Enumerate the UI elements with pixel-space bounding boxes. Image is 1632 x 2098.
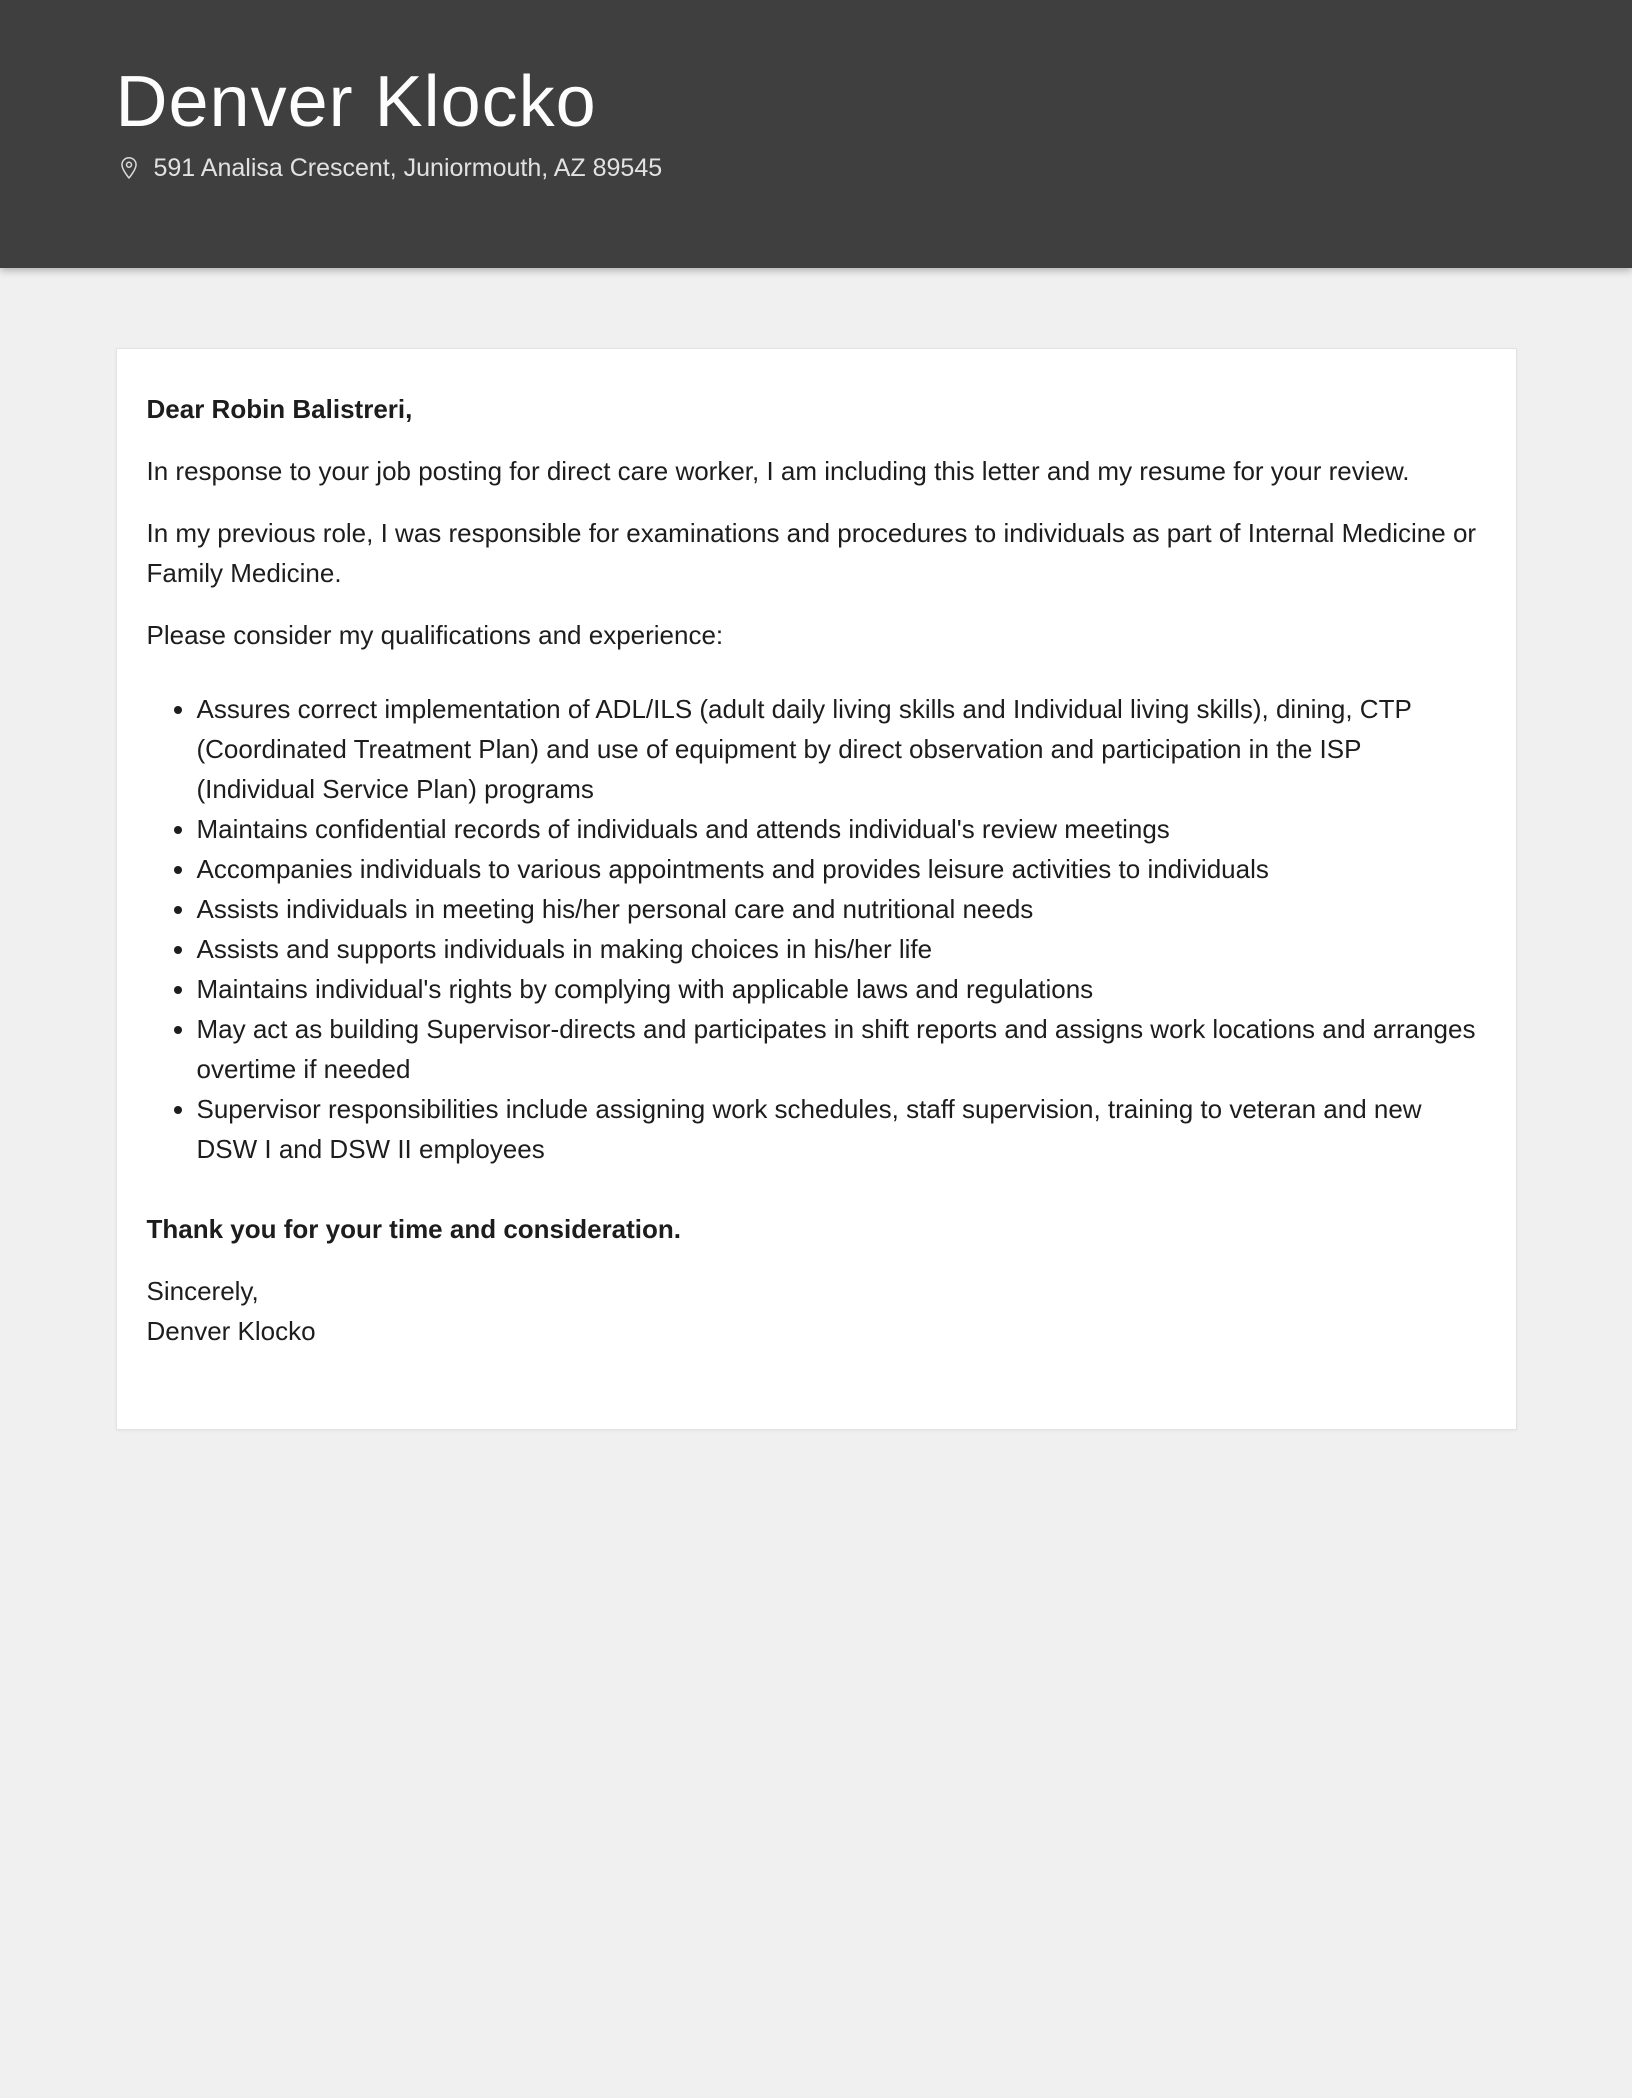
candidate-name: Denver Klocko bbox=[115, 62, 597, 142]
cover-letter-card bbox=[116, 348, 1517, 1430]
qualification-item: • May act as building Supervisor-directs and participates in shift reports and assigns work locations and arranges overtime if needed bbox=[197, 1009, 1486, 1089]
closing: Sincerely, bbox=[146, 1276, 259, 1306]
paragraph-consider: Please consider my qualifications and experience: bbox=[146, 620, 724, 650]
thanks-line: Thank you for your time and consideration. bbox=[146, 1214, 682, 1244]
qualification-item: • Accompanies individuals to various appointments and provides leisure activities to individuals bbox=[197, 849, 1486, 889]
address-row bbox=[116, 154, 1517, 182]
signature: Denver Klocko bbox=[146, 1316, 316, 1346]
paragraph-previous-role: In my previous role, I was responsible for examinations and procedures to individuals as part of Internal Medicine or Family Medicine. bbox=[146, 518, 1477, 588]
header bbox=[0, 0, 1632, 268]
candidate-address: 591 Analisa Crescent, Juniormouth, AZ 89545 bbox=[153, 154, 663, 182]
qualification-item: • Maintains individual's rights by complying with applicable laws and regulations bbox=[197, 969, 1486, 1009]
qualification-item: • Assists individuals in meeting his/her personal care and nutritional needs bbox=[197, 889, 1486, 929]
qualifications-list bbox=[147, 689, 1486, 1169]
qualification-item: • Assists and supports individuals in making choices in his/her life bbox=[197, 929, 1486, 969]
closing-block bbox=[147, 1271, 1486, 1351]
qualification-item: • Assures correct implementation of ADL/ILS (adult daily living skills and Individual living skills), dining, CTP (Coordinated Treatment Plan) and use of equipment by direct observation and participation in the ISP (Individual Service Plan) programs bbox=[197, 689, 1486, 809]
qualification-item: • Supervisor responsibilities include assigning work schedules, staff supervision, training to veteran and new DSW I and DSW II employees bbox=[197, 1089, 1486, 1169]
location-pin-icon bbox=[116, 155, 142, 181]
letter-preview-area bbox=[0, 268, 1632, 1430]
paragraph-intro: In response to your job posting for direct care worker, I am including this letter and my resume for your review. bbox=[146, 456, 1410, 486]
qualification-item: • Maintains confidential records of individuals and attends individual's review meetings bbox=[197, 809, 1486, 849]
salutation: Dear Robin Balistreri, bbox=[146, 394, 413, 424]
